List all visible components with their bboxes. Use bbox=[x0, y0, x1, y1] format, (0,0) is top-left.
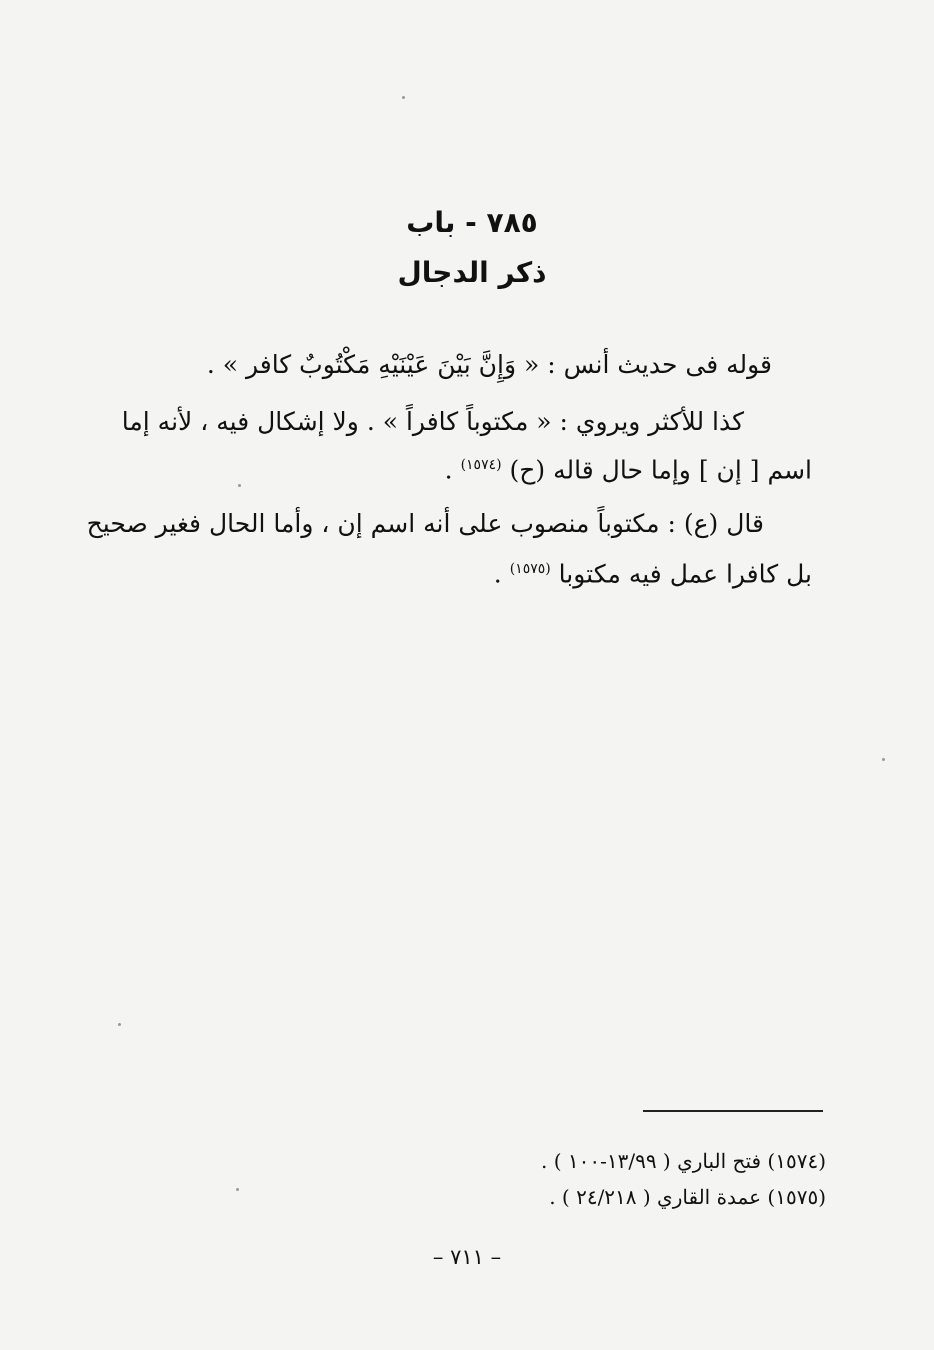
footnote-1574: (١٥٧٤) فتح الباري ( ١٣/٩٩-١٠٠ ) . bbox=[540, 1149, 826, 1173]
footnote-divider bbox=[643, 1110, 823, 1112]
body-paragraph-3-line-2-text: بل كافرا عمل فيه مكتوبا bbox=[558, 559, 812, 589]
chapter-number: ٧٨٥ - باب bbox=[406, 206, 538, 239]
body-paragraph-3-line-2 bbox=[494, 552, 812, 591]
chapter-title: ذكر الدجال bbox=[397, 256, 547, 289]
footnote-ref-1574: (١٥٧٤) bbox=[460, 457, 502, 473]
body-paragraph-2-line-2 bbox=[445, 448, 812, 487]
body-paragraph-2-line-1: كذا للأكثر ويروي : « مكتوباً كافراً » . ولا إشكال فيه ، لأنه إما bbox=[121, 407, 744, 436]
footnote-ref-1575: (١٥٧٥) bbox=[509, 561, 551, 577]
body-paragraph-3-end: . bbox=[493, 559, 510, 589]
body-paragraph-3-line-1: قال (ع) : مكتوباً منصوب على أنه اسم إن ، وأما الحال فغير صحيح bbox=[86, 509, 764, 538]
scan-speck bbox=[882, 758, 885, 761]
page-number: – ٧١١ – bbox=[432, 1245, 502, 1269]
scan-speck bbox=[238, 484, 241, 487]
footnote-1575: (١٥٧٥) عمدة القاري ( ٢٤/٢١٨ ) . bbox=[549, 1185, 826, 1209]
scan-speck bbox=[402, 96, 405, 99]
body-paragraph-2-end: . bbox=[444, 455, 461, 485]
body-paragraph-2-line-2-text: اسم [ إن ] وإما حال قاله (ح) bbox=[509, 455, 812, 485]
scan-speck bbox=[236, 1188, 239, 1191]
body-paragraph-1: قوله فى حديث أنس : « وَإِنَّ بَيْنَ عَيْنَيْهِ مَكْتُوبٌ كافر » . bbox=[206, 350, 772, 379]
scan-speck bbox=[118, 1023, 121, 1026]
